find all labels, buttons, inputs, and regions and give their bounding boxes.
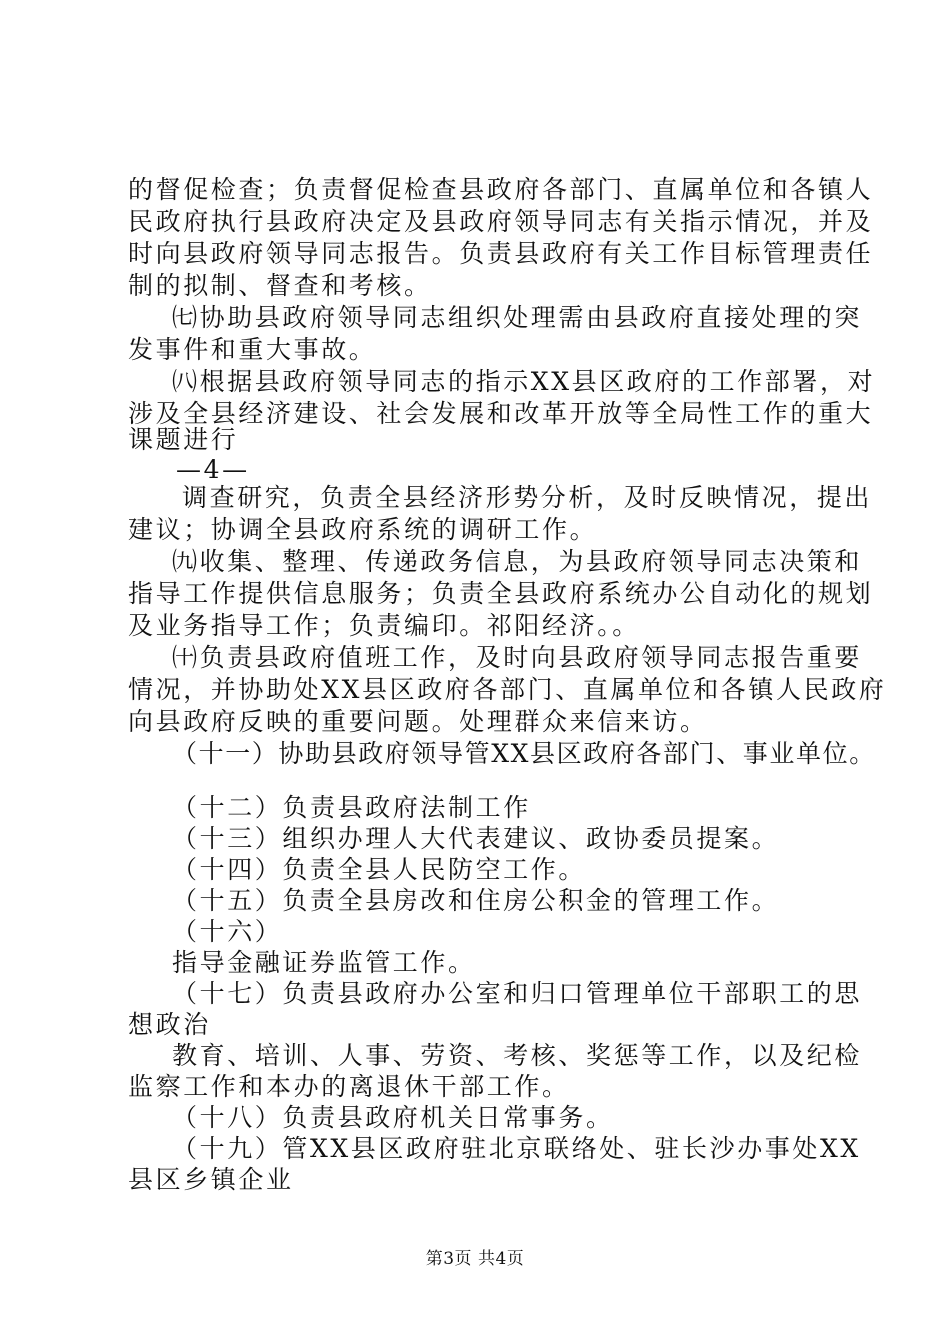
body-line: 时向县政府领导同志报告。负责县政府有关工作目标管理责任 bbox=[128, 239, 874, 268]
body-line: 涉及全县经济建设、社会发展和改革开放等全局性工作的重大 bbox=[128, 399, 874, 428]
body-line: ㈩负责县政府值班工作，及时向县政府领导同志报告重要 bbox=[172, 643, 863, 672]
body-line: 指导工作提供信息服务；负责全县政府系统办公自动化的规划 bbox=[128, 579, 874, 608]
body-line: 教育、培训、人事、劳资、考核、奖惩等工作，以及纪检 bbox=[172, 1041, 863, 1070]
inline-page-number: —4— bbox=[176, 455, 250, 484]
body-line: 的督促检查；负责督促检查县政府各部门、直属单位和各镇人 bbox=[128, 175, 874, 204]
body-line: 及业务指导工作；负责编印。祁阳经济。。 bbox=[128, 611, 640, 640]
body-line: （十四）负责全县人民防空工作。 bbox=[172, 855, 587, 884]
body-line: 情况，并协助处XX县区政府各部门、直属单位和各镇人民政府 bbox=[128, 675, 887, 704]
body-line: 调查研究，负责全县经济形势分析，及时反映情况，提出 bbox=[182, 483, 873, 512]
body-line: （十七）负责县政府办公室和归口管理单位干部职工的思 bbox=[172, 979, 863, 1008]
body-line: （十八）负责县政府机关日常事务。 bbox=[172, 1103, 614, 1132]
body-line: 民政府执行县政府决定及县政府领导同志有关指示情况，并及 bbox=[128, 207, 874, 236]
body-line: ㈧根据县政府领导同志的指示XX县区政府的工作部署，对 bbox=[172, 367, 876, 396]
body-line: 县区乡镇企业 bbox=[128, 1165, 294, 1194]
body-line: 建议；协调全县政府系统的调研工作。 bbox=[128, 515, 598, 544]
body-line: 想政治 bbox=[128, 1010, 211, 1039]
body-line: 课题进行 bbox=[128, 425, 239, 454]
body-line: ㈨收集、整理、传递政务信息，为县政府领导同志决策和 bbox=[172, 547, 863, 576]
body-line: 监察工作和本办的离退休干部工作。 bbox=[128, 1072, 570, 1101]
page-footer: 第3页 共4页 bbox=[425, 1249, 525, 1269]
body-line: （十五）负责全县房改和住房公积金的管理工作。 bbox=[172, 886, 780, 915]
body-line: （十三）组织办理人大代表建议、政协委员提案。 bbox=[172, 824, 780, 853]
body-line: （十六） bbox=[172, 917, 283, 946]
body-line: （十二）负责县政府法制工作 bbox=[172, 793, 531, 822]
body-line: （十一）协助县政府领导管XX县区政府各部门、事业单位。 bbox=[172, 739, 876, 768]
body-line: 发事件和重大事故。 bbox=[128, 335, 377, 364]
body-line: （十九）管XX县区政府驻北京联络处、驻长沙办事处XX bbox=[172, 1134, 861, 1163]
body-line: 制的拟制、督查和考核。 bbox=[128, 271, 432, 300]
body-line: 指导金融证券监管工作。 bbox=[172, 948, 476, 977]
body-line: 向县政府反映的重要问题。处理群众来信来访。 bbox=[128, 707, 708, 736]
body-line: ㈦协助县政府领导同志组织处理需由县政府直接处理的突 bbox=[172, 303, 863, 332]
